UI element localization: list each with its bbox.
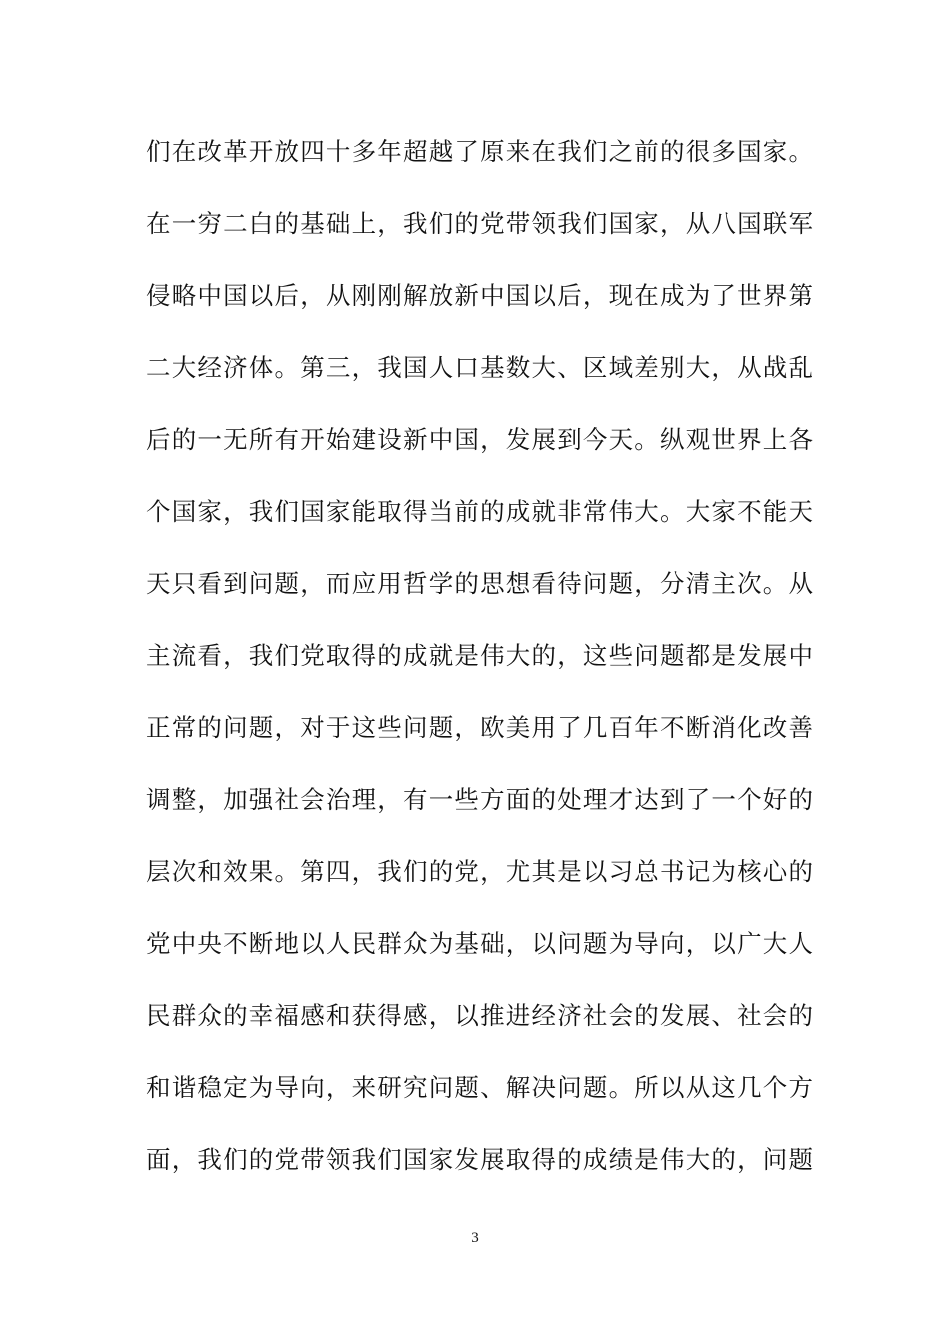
text-line: 侵略中国以后，从刚刚解放新中国以后，现在成为了世界第 — [146, 281, 815, 310]
text-line: 二大经济体。第三，我国人口基数大、区域差别大，从战乱 — [146, 353, 815, 382]
text-line: 调整，加强社会治理，有一些方面的处理才达到了一个好的 — [146, 785, 815, 814]
text-line: 天只看到问题，而应用哲学的思想看待问题，分清主次。从 — [146, 569, 815, 598]
text-line: 主流看，我们党取得的成就是伟大的，这些问题都是发展中 — [146, 641, 815, 670]
text-line: 层次和效果。第四，我们的党，尤其是以习总书记为核心的 — [146, 857, 815, 886]
body-paragraph — [146, 128, 816, 1208]
text-line: 面，我们的党带领我们国家发展取得的成绩是伟大的，问题 — [146, 1145, 815, 1174]
text-line: 民群众的幸福感和获得感，以推进经济社会的发展、社会的 — [146, 1001, 815, 1030]
text-line: 后的一无所有开始建设新中国，发展到今天。纵观世界上各 — [146, 425, 815, 454]
text-line: 和谐稳定为导向，来研究问题、解决问题。所以从这几个方 — [146, 1073, 815, 1102]
text-line: 正常的问题，对于这些问题，欧美用了几百年不断消化改善 — [146, 713, 815, 742]
text-line: 个国家，我们国家能取得当前的成就非常伟大。大家不能天 — [146, 497, 815, 526]
text-line: 在一穷二白的基础上，我们的党带领我们国家，从八国联军 — [146, 209, 815, 238]
text-line: 党中央不断地以人民群众为基础，以问题为导向，以广大人 — [146, 929, 815, 958]
text-line: 们在改革开放四十多年超越了原来在我们之前的很多国家。 — [146, 137, 815, 166]
page-number: 3 — [471, 1230, 479, 1246]
